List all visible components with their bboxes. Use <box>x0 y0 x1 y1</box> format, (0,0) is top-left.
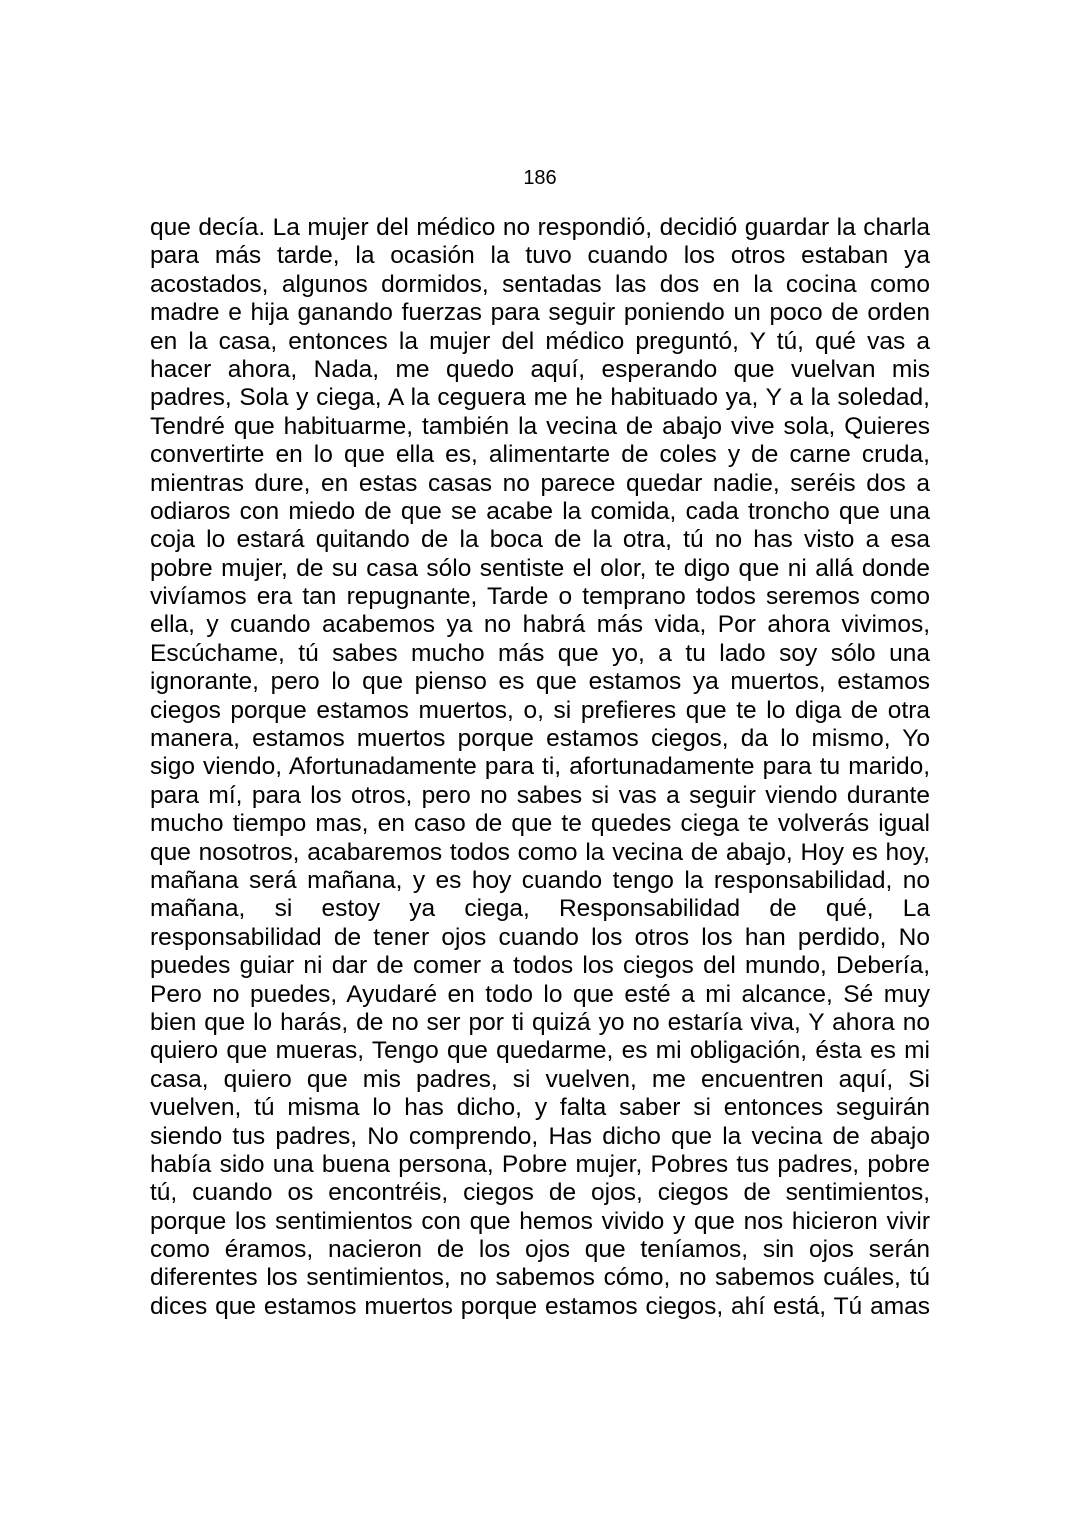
text-line: ella, y cuando acabemos ya no habrá más vida, Por ahora vivimos, <box>150 611 930 639</box>
text-line: para más tarde, la ocasión la tuvo cuando los otros estaban ya <box>150 242 930 270</box>
text-line: bien que lo harás, de no ser por ti quizá yo no estaría viva, Y ahora no <box>150 1008 930 1036</box>
text-line: pobre mujer, de su casa sólo sentiste el olor, te digo que ni allá donde <box>150 554 930 582</box>
text-line: convertirte en lo que ella es, alimentarte de coles y de carne cruda, <box>150 441 930 469</box>
text-line: diferentes los sentimientos, no sabemos cómo, no sabemos cuáles, tú <box>150 1264 930 1292</box>
text-line: había sido una buena persona, Pobre mujer, Pobres tus padres, pobre <box>150 1150 930 1178</box>
text-line: vuelven, tú misma lo has dicho, y falta saber si entonces seguirán <box>150 1094 930 1122</box>
text-line: madre e hija ganando fuerzas para seguir poniendo un poco de orden <box>150 299 930 327</box>
text-line: vivíamos era tan repugnante, Tarde o temprano todos seremos como <box>150 583 930 611</box>
text-line: ignorante, pero lo que pienso es que estamos ya muertos, estamos <box>150 668 930 696</box>
text-line: que nosotros, acabaremos todos como la vecina de abajo, Hoy es hoy, <box>150 838 930 866</box>
text-line: sigo viendo, Afortunadamente para ti, afortunadamente para tu marido, <box>150 753 930 781</box>
text-line: que decía. La mujer del médico no respondió, decidió guardar la charla <box>150 214 930 241</box>
text-line: manera, estamos muertos porque estamos ciegos, da lo mismo, Yo <box>150 725 930 753</box>
text-line: casa, quiero que mis padres, si vuelven, me encuentren aquí, Si <box>150 1065 930 1093</box>
text-line: puedes guiar ni dar de comer a todos los ciegos del mundo, Debería, <box>150 952 930 980</box>
text-line: Tendré que habituarme, también la vecina de abajo vive sola, Quieres <box>150 412 930 440</box>
text-line: dices que estamos muertos porque estamos ciegos, ahí está, Tú amas <box>150 1292 930 1320</box>
text-line: odiaros con miedo de que se acabe la comida, cada troncho que una <box>150 497 930 525</box>
body-text <box>150 214 930 1321</box>
text-line: hacer ahora, Nada, me quedo aquí, esperando que vuelvan mis <box>150 355 930 383</box>
text-line: mañana será mañana, y es hoy cuando tengo la responsabilidad, no <box>150 866 930 894</box>
text-line: Pero no puedes, Ayudaré en todo lo que esté a mi alcance, Sé muy <box>150 980 930 1008</box>
text-line: tú, cuando os encontréis, ciegos de ojos, ciegos de sentimientos, <box>150 1179 930 1207</box>
text-line: coja lo estará quitando de la boca de la otra, tú no has visto a esa <box>150 526 930 554</box>
text-line: mañana, si estoy ya ciega, Responsabilidad de qué, La <box>150 895 930 923</box>
text-line: porque los sentimientos con que hemos vivido y que nos hicieron vivir <box>150 1207 930 1235</box>
page-number: 186 <box>523 167 557 189</box>
text-line: para mí, para los otros, pero no sabes si vas a seguir viendo durante <box>150 781 930 809</box>
text-line: quiero que mueras, Tengo que quedarme, es mi obligación, ésta es mi <box>150 1037 930 1065</box>
text-line: siendo tus padres, No comprendo, Has dicho que la vecina de abajo <box>150 1122 930 1150</box>
text-line: acostados, algunos dormidos, sentadas las dos en la cocina como <box>150 270 930 298</box>
text-line: padres, Sola y ciega, A la ceguera me he habituado ya, Y a la soledad, <box>150 384 930 412</box>
text-line: mucho tiempo mas, en caso de que te quedes ciega te volverás igual <box>150 810 930 838</box>
text-line: Escúchame, tú sabes mucho más que yo, a tu lado soy sólo una <box>150 639 930 667</box>
text-line: ciegos porque estamos muertos, o, si prefieres que te lo diga de otra <box>150 696 930 724</box>
text-line: responsabilidad de tener ojos cuando los otros los han perdido, No <box>150 923 930 951</box>
text-line: en la casa, entonces la mujer del médico preguntó, Y tú, qué vas a <box>150 327 930 355</box>
text-line: como éramos, nacieron de los ojos que teníamos, sin ojos serán <box>150 1236 930 1264</box>
text-line: mientras dure, en estas casas no parece quedar nadie, seréis dos a <box>150 469 930 497</box>
